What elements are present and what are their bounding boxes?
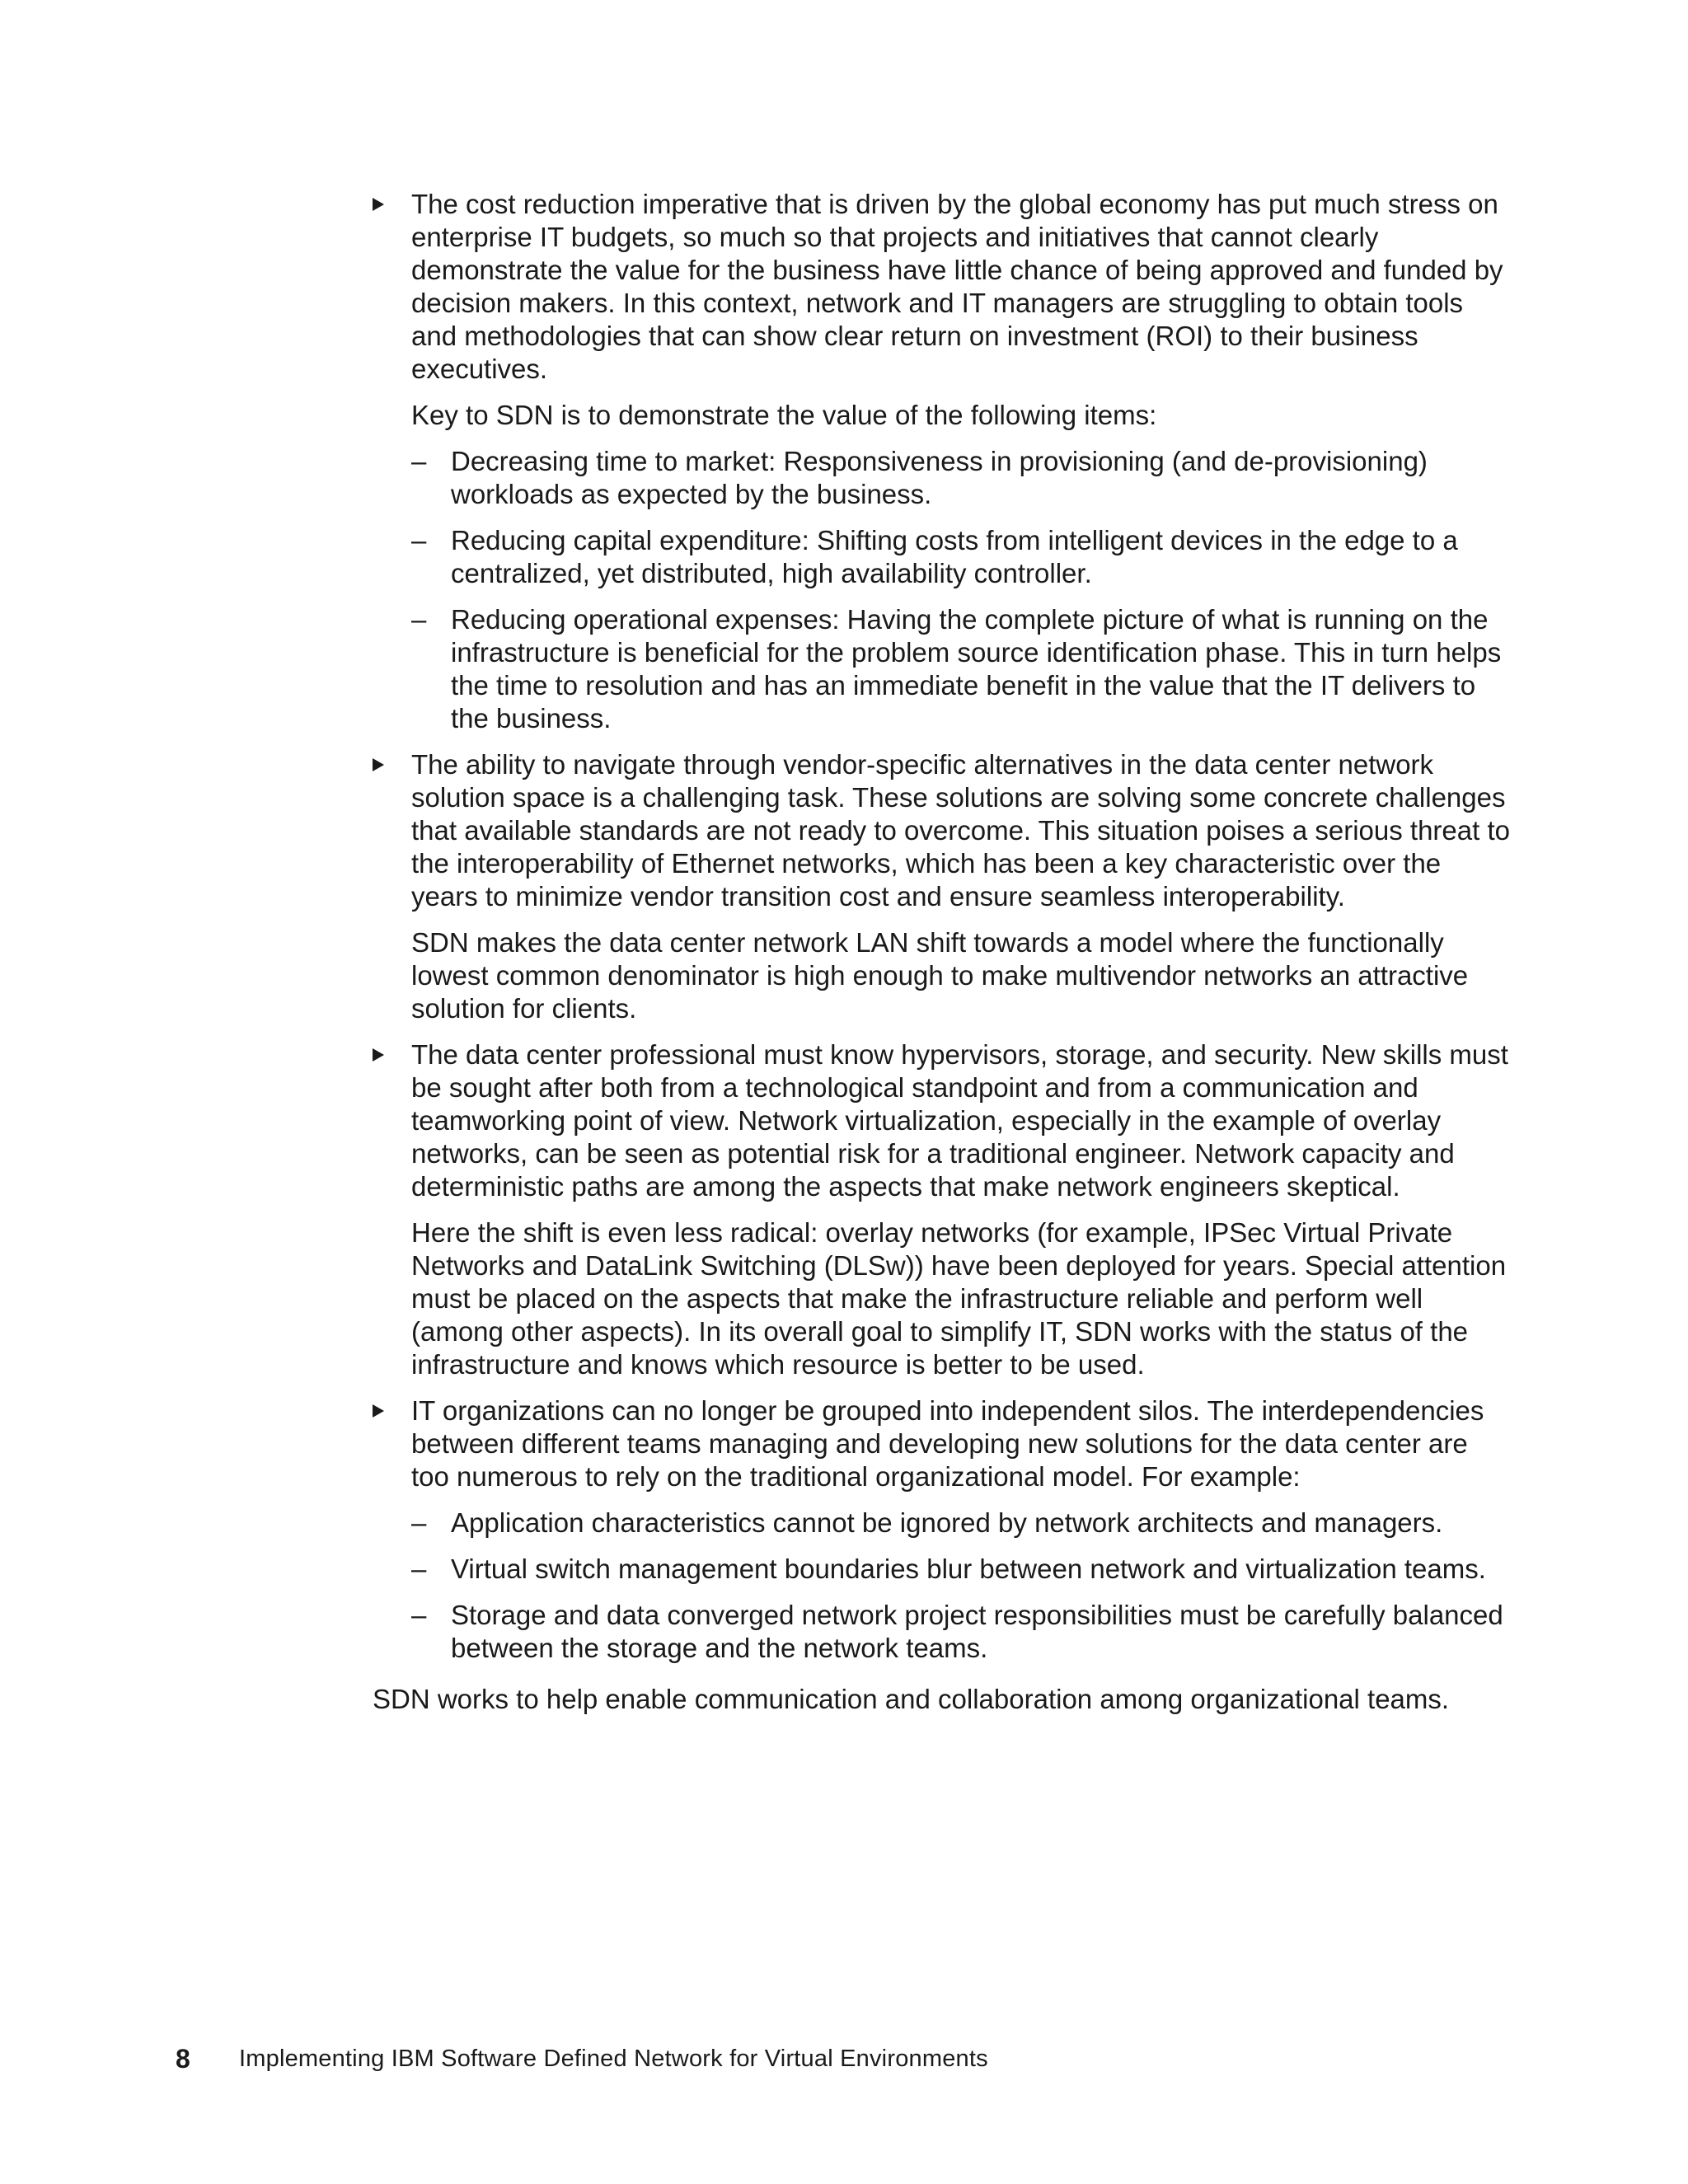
bullet-item [373,1038,1510,1381]
triangle-bullet-icon [373,1394,397,1427]
sub-list-item [411,445,1510,511]
bullet-text: The ability to navigate through vendor-specific alternatives in the data center network solution space is a challenging task. These solutions are solving some concrete challenges that available standards are not ready to overcome. This situation poises a serious threat to the interoperability of Ethernet networks, which has been a key characteristic over the years to minimize vendor transition cost and ensure seamless interoperability. [411,749,1510,912]
sub-list-item [411,603,1510,735]
page-footer [176,2042,988,2075]
bullet-item [373,1394,1510,1665]
sub-list [411,445,1510,735]
sub-item-text: Application characteristics cannot be ignored by network architects and managers. [451,1507,1443,1538]
book-title: Implementing IBM Software Defined Network for Virtual Environments [239,2045,988,2072]
sub-list-item [411,1599,1510,1665]
dash-marker: – [411,1600,427,1630]
sub-item-text: Decreasing time to market: Responsiveness in provisioning (and de-provisioning) workloads as expected by the business. [451,446,1428,509]
page-body [373,188,1510,1716]
sub-list [411,1507,1510,1665]
sub-item-text: Reducing operational expenses: Having the complete picture of what is running on the infrastructure is beneficial for the problem source identification phase. This in turn helps the time to resolution and has an immediate benefit in the value that the IT delivers to the business. [451,604,1502,733]
closing-paragraph: SDN works to help enable communication and collaboration among organizational teams. [373,1684,1450,1714]
bullet-item [373,188,1510,735]
bullet-paragraph: Here the shift is even less radical: overlay networks (for example, IPSec Virtual Private Networks and DataLink Switching (DLSw)) have been deployed for years. Special attention must be placed on the aspects that make the infrastructure reliable and perform well (among other aspects). In its overall goal to simplify IT, SDN works with the status of the infrastructure and knows which resource is better to be used. [411,1217,1507,1380]
dash-marker: – [411,1554,427,1584]
bullet-text: IT organizations can no longer be grouped into independent silos. The interdependencies between different teams managing and developing new solutions for the data center are too numerous to rely on the traditional organizational model. For example: [411,1395,1484,1492]
bullet-text: The data center professional must know hypervisors, storage, and security. New skills must be sought after both from a technological standpoint and from a communication and teamworking point of view. Network virtualization, especially in the example of overlay networks, can be seen as potential risk for a traditional engineer. Network capacity and deterministic paths are among the aspects that make network engineers skeptical. [411,1039,1508,1202]
page-number: 8 [176,2043,190,2074]
sub-item-text: Virtual switch management boundaries blur between network and virtualization teams. [451,1554,1486,1584]
sub-item-text: Reducing capital expenditure: Shifting costs from intelligent devices in the edge to a centralized, yet distributed, high availability controller. [451,525,1458,588]
triangle-bullet-icon [373,1038,397,1071]
dash-marker: – [411,525,427,555]
bullet-paragraph: Key to SDN is to demonstrate the value of the following items: [411,400,1157,430]
sub-list-item [411,1507,1510,1540]
sub-list-item [411,524,1510,590]
sub-list-item [411,1553,1510,1586]
sub-item-text: Storage and data converged network project responsibilities must be carefully balanced between the storage and the network teams. [451,1600,1503,1663]
bullet-item [373,748,1510,1025]
bullet-text: The cost reduction imperative that is driven by the global economy has put much stress on enterprise IT budgets, so much so that projects and initiatives that cannot clearly demonstrate the value for the business have little chance of being approved and funded by decision makers. In this context, network and IT managers are struggling to obtain tools and methodologies that can show clear return on investment (ROI) to their business executives. [411,189,1503,384]
dash-marker: – [411,604,427,635]
triangle-bullet-icon [373,188,397,221]
bullet-paragraph: SDN makes the data center network LAN shift towards a model where the functionally lowest common denominator is high enough to make multivendor networks an attractive solution for clients. [411,927,1469,1024]
dash-marker: – [411,1507,427,1538]
dash-marker: – [411,446,427,476]
triangle-bullet-icon [373,748,397,781]
